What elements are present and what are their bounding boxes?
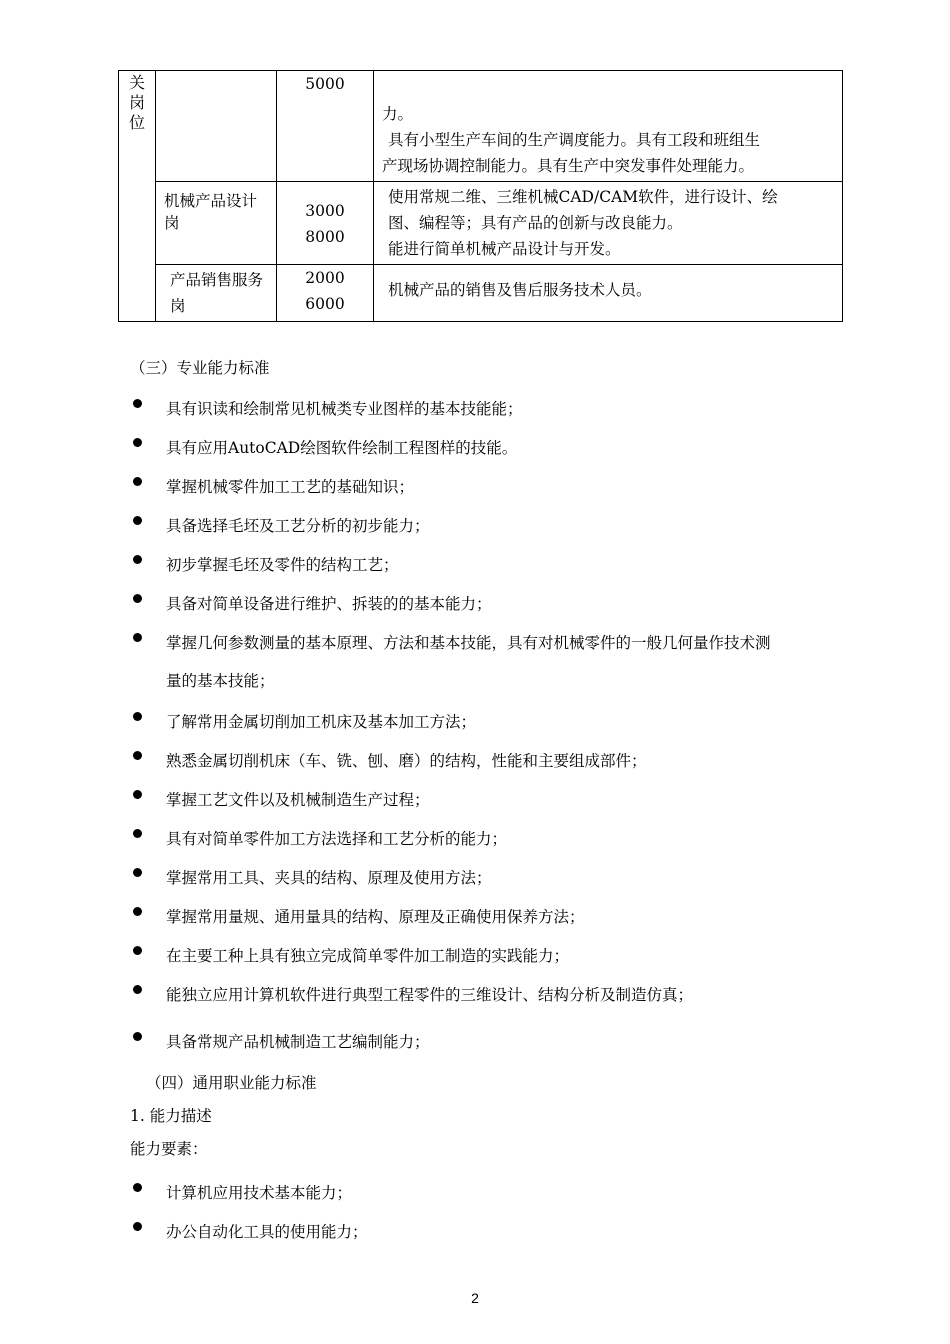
salary-low: 3000: [305, 202, 345, 220]
salary-cell: [277, 182, 374, 265]
job-name: 机械产品设计岗: [164, 192, 258, 232]
list-item-text: 量的基本技能；: [166, 672, 275, 690]
bullet-icon: [133, 516, 142, 525]
salary-cell: [277, 71, 374, 182]
job-desc-cell: [374, 265, 843, 322]
salary-cell: [277, 265, 374, 322]
list-item-text: 掌握常用工具、夹具的结构、原理及使用方法；: [166, 869, 492, 887]
list-item-text: 掌握常用量规、通用量具的结构、原理及正确使用保养方法；: [166, 908, 585, 926]
list-item-text: 具有应用AutoCAD绘图软件绘制工程图样的技能。: [166, 439, 518, 457]
salary-high: 8000: [305, 228, 345, 246]
list-item-text: 在主要工种上具有独立完成简单零件加工制造的实践能力；: [166, 947, 570, 965]
list-item-text: 了解常用金属切削加工机床及基本加工方法；: [166, 713, 477, 731]
list-item-text: 具备选择毛坯及工艺分析的初步能力；: [166, 517, 430, 535]
job-name: 产品销售服务岗: [170, 271, 264, 315]
bullet-icon: [133, 907, 142, 916]
bullet-icon: [133, 594, 142, 603]
section4-sub2: 能力要素：: [130, 1140, 208, 1158]
list-item-text: 掌握机械零件加工工艺的基础知识；: [166, 478, 415, 496]
job-desc-cell: [374, 182, 843, 265]
page-number: 2: [471, 1290, 479, 1306]
list-item-text: 初步掌握毛坯及零件的结构工艺；: [166, 556, 399, 574]
salary-high: 6000: [305, 295, 345, 313]
desc-line: 图、编程等；具有产品的创新与改良能力。: [388, 214, 683, 232]
salary-low: 2000: [305, 269, 345, 287]
desc-line: 能进行简单机械产品设计与开发。: [388, 240, 621, 258]
desc-line: 机械产品的销售及售后服务技术人员。: [388, 281, 652, 299]
desc-line: 使用常规二维、三维机械CAD/CAM软件，进行设计、绘: [388, 188, 778, 206]
section4-sub1: 1. 能力描述: [130, 1107, 212, 1125]
jobs-table: [118, 70, 843, 322]
bullet-icon: [133, 868, 142, 877]
list-item-text: 熟悉金属切削机床（车、铣、刨、磨）的结构，性能和主要组成部件；: [166, 752, 647, 770]
list-item-text: 计算机应用技术基本能力；: [166, 1184, 353, 1202]
bullet-icon: [133, 1032, 142, 1041]
bullet-icon: [133, 946, 142, 955]
list-item-text: 具有识读和绘制常见机械类专业图样的基本技能能；: [166, 400, 523, 418]
bullet-icon: [133, 985, 142, 994]
list-item-text: 能独立应用计算机软件进行典型工程零件的三维设计、结构分析及制造仿真；: [166, 986, 694, 1004]
job-name-cell: [156, 265, 277, 322]
bullet-icon: [133, 438, 142, 447]
bullet-icon: [133, 751, 142, 760]
bullet-icon: [133, 1183, 142, 1192]
desc-line: 产现场协调控制能力。具有生产中突发事件处理能力。: [382, 157, 755, 175]
list-item-text: 掌握工艺文件以及机械制造生产过程；: [166, 791, 430, 809]
list-item-text: 具备对简单设备进行维护、拆装的的基本能力；: [166, 595, 492, 613]
section4-heading: （四）通用职业能力标准: [146, 1074, 317, 1092]
job-category-label: 关岗位: [129, 73, 146, 132]
desc-line: 具有小型生产车间的生产调度能力。具有工段和班组生: [388, 131, 761, 149]
job-category-cell: [119, 71, 156, 322]
salary-low: 5000: [305, 75, 345, 93]
list-item-text: 具有对简单零件加工方法选择和工艺分析的能力；: [166, 830, 508, 848]
bullet-icon: [133, 829, 142, 838]
bullet-icon: [133, 399, 142, 408]
bullet-icon: [133, 555, 142, 564]
bullet-icon: [133, 712, 142, 721]
bullet-icon: [133, 477, 142, 486]
bullet-icon: [133, 790, 142, 799]
job-name-cell: [156, 182, 277, 265]
bullet-icon: [133, 1222, 142, 1231]
list-item-text: 具备常规产品机械制造工艺编制能力；: [166, 1033, 430, 1051]
bullet-icon: [133, 633, 142, 642]
job-name-cell: [156, 71, 277, 182]
list-item-text: 掌握几何参数测量的基本原理、方法和基本技能，具有对机械零件的一般几何量作技术测: [166, 634, 771, 652]
list-item-text: 办公自动化工具的使用能力；: [166, 1223, 368, 1241]
desc-line: 力。: [382, 105, 414, 123]
job-desc-cell: [374, 71, 843, 182]
section3-heading: （三）专业能力标准: [130, 359, 270, 377]
